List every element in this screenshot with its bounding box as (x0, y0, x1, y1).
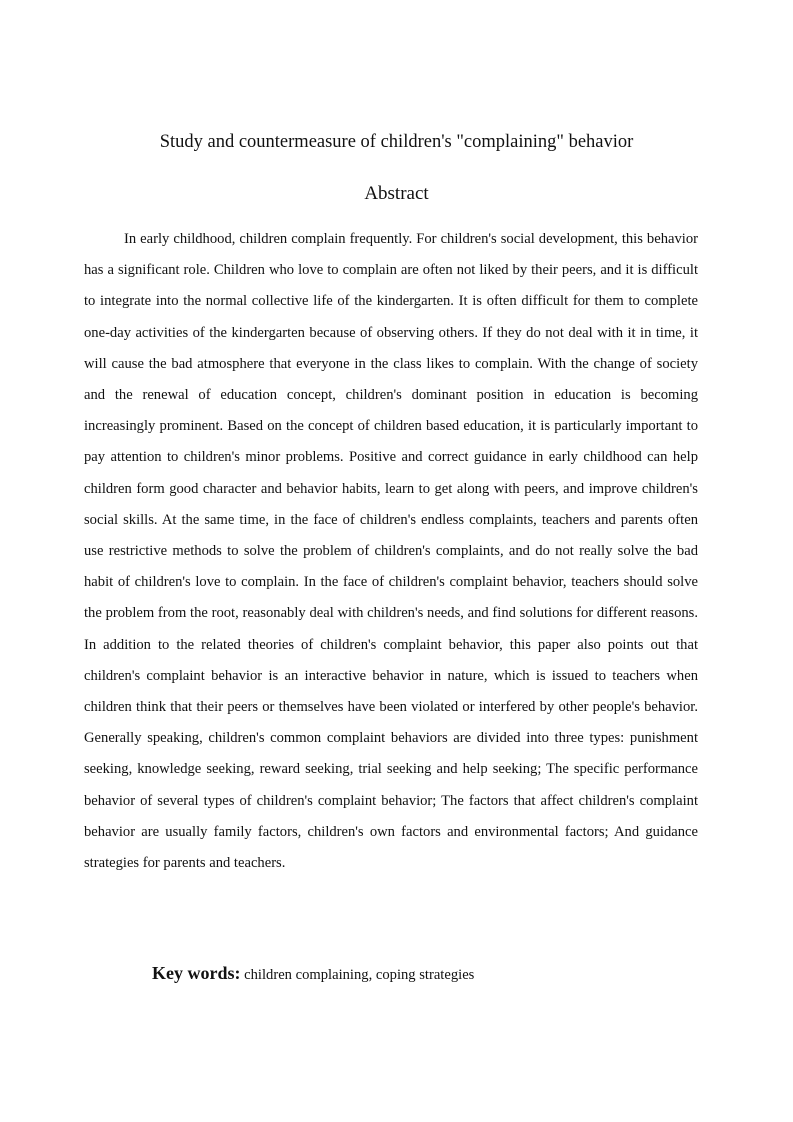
document-title: Study and countermeasure of children's "complaining" behavior (159, 132, 634, 152)
keywords-value: children complaining, coping strategies (244, 967, 475, 983)
keywords-label: Key words: (152, 963, 241, 983)
abstract-body: In early childhood, children complain frequently. For children's social development, this behavior has a significant role. Children who love to complain are often not liked by their peers, and it is difficult to integrate into the normal collective life of the kindergarten. It is often difficult for them to complete one-day activities of the kindergarten because of observing others. If they do not deal with it in time, it will cause the bad atmosphere that everyone in the class likes to complain. With the change of society and the renewal of education concept, children's dominant position in education is becoming increasingly prominent. Based on the concept of children based education, it is particularly important to pay attention to children's minor problems. Positive and correct guidance in early childhood can help children form good character and behavior habits, learn to get along with peers, and improve children's social skills. At the same time, in the face of children's endless complaints, teachers and parents often use restrictive methods to solve the problem of children's complaints, and do not really solve the bad habit of children's love to complain. In the face of children's complaint behavior, teachers should solve the problem from the root, reasonably deal with children's needs, and find solutions for different reasons. In addition to the related theories of children's complaint behavior, this paper also points out that children's complaint behavior is an interactive behavior in nature, which is issued to teachers when children think that their peers or themselves have been violated or interfered by other people's behavior. Generally speaking, children's common complaint behaviors are divided into three types: punishment seeking, knowledge seeking, reward seeking, trial seeking and help seeking; The specific performance behavior of several types of children's complaint behavior; The factors that affect children's complaint behavior are usually family factors, children's own factors and environmental factors; And guidance strategies for parents and teachers. (84, 231, 698, 872)
keywords-line (152, 960, 672, 988)
abstract-heading: Abstract (364, 183, 429, 204)
